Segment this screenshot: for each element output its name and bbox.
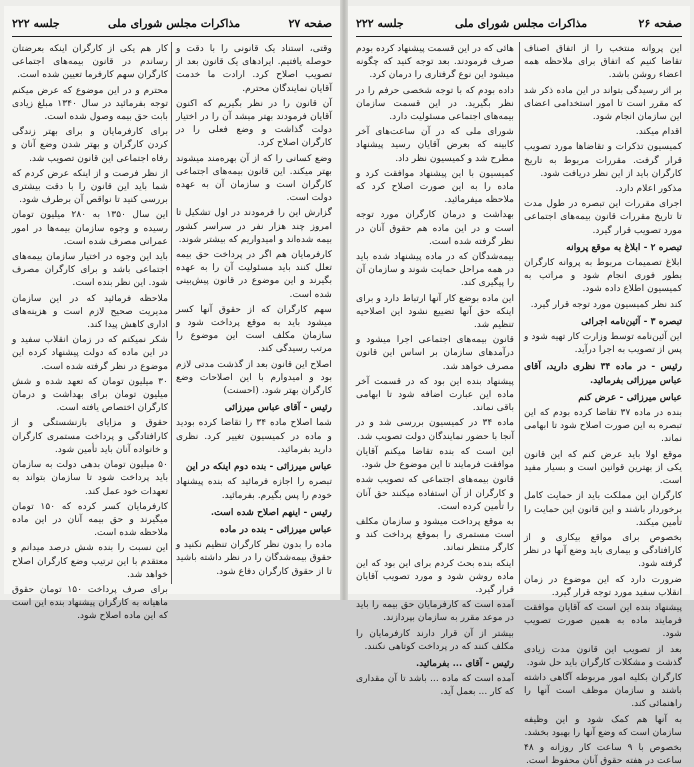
left-column-divider <box>171 42 172 584</box>
paragraph: شورای ملی که در آن ساعت‌های آخر کابینه که بعرض آقایان رسید پیشنهاد مطرح شد و کمیسیون نظر داد. <box>356 126 514 164</box>
paragraph: هائی که در این قسمت پیشنهاد کرده بودم صرف فرمودند. بعد توجه کنید که چگونه میشود این نوع گرفتاری را درمان کرد. <box>355 43 514 81</box>
paragraph: موقع اولا باید عرض کنم که این قانون یکی از بهترین قوانین است و بسیار مفید است. <box>524 448 682 487</box>
left-page-column-right <box>176 42 332 588</box>
left-header-rule <box>12 36 332 37</box>
paragraph: پیشنهاد بنده این است که آقایان موافقت فرمایند ماده به همین صورت تصویب شود. <box>524 601 682 640</box>
paragraph: آن قانون را در نظر بگیریم که اکنون آقایان فرمودند بهتر میشد آن را در اختیار دولت گذاشت و وضع فعلی را در کارگران اصلاح کرد. <box>176 97 332 149</box>
paragraph: کارگران این مملکت باید از حمایت کامل برخوردار باشند و این قانون این حمایت را تأمین میکند. <box>524 490 682 528</box>
paragraph: تبصره را اجازه فرمائید که بنده پیشنهاد خودم را پس بگیرم. بفرمائید. <box>176 476 332 501</box>
paragraph: آمده است که ماده ... باشد تا آن مقداری که کار ... بعمل آید. <box>356 673 514 698</box>
speaker-heading: رئیس - اینهم اصلاح شده است. <box>210 506 332 518</box>
paragraph: ماده را بدون نظر کارگران تنظیم نکنید و حقوق بیمه‌شدگان را در نظر داشته باشید تا از حقوق کارگران دفاع شود. <box>176 539 332 577</box>
speaker-heading: تبصره ۳ - آئین‌نامه اجرائی <box>581 315 682 327</box>
paragraph: حقوق و مزایای بازنشستگی و از کارافتادگی و پرداخت مستمری کارگران و خانواده آنان باید تأمین شود. <box>12 417 168 455</box>
right-page-header <box>356 12 682 34</box>
paragraph: بخصوص برای مواقع بیکاری و از کارافتادگی و بیماری باید وضع آنها در نظر گرفته شود. <box>524 531 682 570</box>
paragraph: این ماده بوضع کار آنها ارتباط دارد و برای اینکه حق آنها تضییع نشود این اصلاحیه تنظیم شد. <box>356 292 514 331</box>
paragraph: اجرای مقررات این تبصره در طول مدت تا تاریخ مقررات قانون بیمه‌های اجتماعی مورد تصویب قرار گیرد. <box>524 198 682 236</box>
paragraph: بنده در ماده ۳۷ تقاضا کرده بودم که این تبصره به این صورت اصلاح شود تا ابهامی نماند. <box>524 407 682 445</box>
paragraph: کارفرمایان کسر کرده که ۱۵۰ تومان میگیرند و حق بیمه آنان در این ماده ملاحظه شده است. <box>12 500 168 539</box>
paragraph: این پروانه منتخب را از اتفاق اصناف تقاضا کنیم که اتفاق برای ملاحظه همه اعضاء روشن باشد. <box>524 43 682 81</box>
paragraph: کارفرمایان هم اگر در پرداخت حق بیمه تعلل کنند باید مسئولیت آن را به عهده بگیرند و این موضوع در قانون پیش‌بینی شده است. <box>176 249 332 300</box>
left-page-column-left <box>12 42 168 622</box>
left-page-title: مذاکرات مجلس شورای ملی <box>107 16 241 30</box>
paragraph: این آئین‌نامه توسط وزارت کار تهیه شود و پس از تصویب به اجرا درآید. <box>524 331 682 356</box>
paragraph: کمیسیون با این پیشنهاد موافقت کرد و ماده را به این صورت اصلاح کرد که ملاحظه میفرمائید. <box>356 167 514 206</box>
paragraph: این است که بنده تقاضا میکنم آقایان موافقت فرمایند تا این موضوع حل شود. <box>356 445 514 471</box>
paragraph: اقدام میکند. <box>635 126 682 138</box>
paragraph: داده بودم که با توجه شخصی حرفم را در نظر بگیرید. در این قسمت سازمان بیمه‌های اجتماعی مسئولیت دارد. <box>356 84 514 123</box>
paragraph: کمیسیون تذکرات و تقاضاها مورد تصویب قرار گرفت. مقررات مربوط به تاریخ کارگران باید از این نظر دریافت شود. <box>524 141 682 179</box>
right-page <box>348 6 690 767</box>
speaker-heading: رئیس - آقای ... بفرمائید. <box>416 657 514 669</box>
paragraph: برای کارفرمایان و برای بهتر زندگی کردن کارگران و بهتر شدن وضع آنان و رفاه اجتماعی این قانون تصویب شد. <box>12 126 168 164</box>
book-gutter <box>340 0 348 600</box>
paragraph: این سال ۱۳۵۰ به ۲۸۰ میلیون تومان رسیده و وجوه سازمان بیمه‌ها در امور عمرانی مصرف شده است. <box>12 209 168 247</box>
paragraph: بعد از تصویب این قانون مدت زیادی گذشت و مشکلات کارگران باید حل شود. <box>524 643 682 668</box>
speaker-heading: عباس میرزائی - بنده دوم اینکه در این <box>185 461 332 473</box>
paragraph: مذکور اعلام دارد. <box>615 183 682 195</box>
paragraph: ملاحظه فرمائید که در این سازمان مدیریت صحیح لازم است و هزینه‌های اداری کاهش پیدا کند. <box>12 292 168 331</box>
paragraph: شکر نمیکنم که در زمان انقلاب سفید و در این ماده که دولت پیشنهاد کرده این موضوع در نظر گرفته شده است. <box>12 334 168 372</box>
paragraph: گزارش این را فرمودند در اول تشکیل تا امروز چند هزار نفر در سراسر کشور بیمه شده‌اند و امیدواریم که بیشتر شوند. <box>176 207 332 245</box>
paragraph: ابلاغ تصمیمات مربوط به پروانه کارگران بطور فوری انجام شود و مراتب به کمیسیون اطلاع داده شود. <box>524 257 682 295</box>
speaker-heading: رئیس - در ماده ۳۴ نظری دارید، آقای عباس میرزائی بفرمائید. <box>524 361 682 386</box>
right-page-number: صفحه ۲۶ <box>638 16 682 30</box>
paragraph: شما اصلاح ماده ۳۴ را تقاضا کرده بودید و ماده در کمیسیون تغییر کرد. نظری دارید بفرمائید. <box>176 417 332 455</box>
paragraph: بهداشت و درمان کارگران مورد توجه است و در این ماده هم حقوق آنان در نظر گرفته شده است. <box>356 209 514 247</box>
paragraph: ماده ۳۴ در کمیسیون بررسی شد و در آنجا با حضور نمایندگان دولت تصویب شد. <box>356 417 515 442</box>
paragraph: اینکه بنده بحث کردم برای این بود که این ماده روشن شود و مورد تصویب آقایان قرار گیرد. <box>356 557 514 595</box>
paragraph: باید این وجوه در اختیار سازمان بیمه‌های اجتماعی باشد و برای کارگران مصرف شود. این نظر بنده است. <box>12 251 168 289</box>
left-session-label: جلسه ۲۲۲ <box>11 16 60 30</box>
left-page-header <box>12 12 332 34</box>
paragraph: پیشنهاد بنده این بود که در قسمت آخر ماده این عبارت اضافه شود تا ابهامی باقی نماند. <box>356 375 514 414</box>
speaker-heading: عباس میرزائی - عرض کنم <box>578 391 682 403</box>
paragraph: بر اثر رسیدگی بتواند در این ماده ذکر شد که مقرر است تا امور استخدامی اعضای این سازمان انجام شود. <box>524 84 682 123</box>
paragraph: کند نظر کمیسیون مورد توجه قرار گیرد. <box>530 298 682 310</box>
paragraph: کارگران بکلیه امور مربوطه آگاهی داشته باشند و سازمان موظف است آنها را راهنمائی کند. <box>524 671 682 710</box>
speaker-heading: رئیس - آقای عباس میرزائی <box>224 402 332 414</box>
paragraph: اصلاح این قانون بعد از گذشت مدتی لازم بود و امیدوارم با این اصلاحات وضع کارگران بهتر شود. (احسنت) <box>176 358 332 397</box>
paragraph: قانون بیمه‌های اجتماعی که تصویب شده و کارگران از آن استفاده میکنند حق آنان را تأمین کرده است. <box>356 474 514 512</box>
paragraph: محترم و در این موضوع که عرض میکنم توجه بفرمائید در سال ۱۳۴۰ مبلغ زیادی بابت حق بیمه وصول شده است. <box>12 84 168 123</box>
paragraph: سهم کارگران که از حقوق آنها کسر میشود باید به موقع پرداخت شود و سازمان مکلف است این موضوع را مرتب رسیدگی کند. <box>176 303 332 355</box>
paragraph: به موقع پرداخت میشود و سازمان مکلف است مستمری را بموقع پرداخت کند و کارگر منتظر نماند. <box>356 515 514 554</box>
paragraph: برای صرف پرداخت ۱۵۰ تومان حقوق ماهیانه به کارگران پیشنهاد بنده این است که این ماده اصلاح شود. <box>12 583 168 622</box>
paragraph: وقتی، استناد یک قانونی را با دقت و حوصله یافتیم. ایرادهای یک قانون بعد از تصویب اصلاح کرد. ارادت ما خدمت آقایان نمایندگان محترم. <box>176 43 332 94</box>
paragraph: از نظر فرصت و از اینکه عرض کردم که شما باید این قانون را با دقت بیشتری بررسی کنید تا نواقص آن برطرف شود. <box>12 167 168 206</box>
paragraph: ۳۰ میلیون تومان که تعهد شده و شش میلیون تومان برای بهداشت و درمان کارگران اختصاص یافته است. <box>12 375 168 414</box>
paragraph: کار هم یکی از کارگران اینکه بعرضتان رساندم در قانون بیمه‌های اجتماعی کارگران سهم کارفرما تعیین شده است. <box>12 43 168 81</box>
speaker-heading: عباس میرزائی - بنده در ماده <box>219 523 332 535</box>
paragraph: بخصوص با ۹ ساعت کار روزانه و ۴۸ ساعت در هفته حقوق آنان محفوظ است. <box>524 741 682 767</box>
paragraph: آمده است که کارفرمایان حق بیمه را باید در موعد مقرر به سازمان بپردازند. <box>356 599 514 624</box>
right-column-divider <box>519 42 520 584</box>
paragraph: قانون بیمه‌های اجتماعی اجرا میشود و درآمدهای سازمان بر اساس این قانون مصرف خواهد شد. <box>356 334 514 372</box>
paragraph: بیمه‌شدگان که در ماده پیشنهاد شده باید در همه مراحل حمایت شوند و سازمان آن را پیگیری کند. <box>356 251 514 289</box>
paragraph: ضرورت دارد که این موضوع در زمان انقلاب سفید مورد توجه قرار گیرد. <box>524 573 682 598</box>
paragraph: به آنها هم کمک شود و این وظیفه سازمان است که وضع آنها را بهبود بخشد. <box>524 713 682 738</box>
paragraph: ۵۰ میلیون تومان بدهی دولت به سازمان باید پرداخت شود تا سازمان بتواند به تعهدات خود عمل کند. <box>12 459 168 497</box>
right-session-label: جلسه ۲۲۲ <box>355 16 404 30</box>
paragraph: این نسبت را بنده شش درصد میدانم و معتقدم با این ترتیب وضع کارگران اصلاح خواهد شد. <box>12 542 168 580</box>
left-page <box>4 6 340 622</box>
paragraph: وضع کسانی را که از آن بهره‌مند میشوند بهتر میکند. این قانون بیمه‌های اجتماعی کارگران است و سازمان آن به عهده دولت است. <box>176 152 332 204</box>
left-page-number: صفحه ۲۷ <box>288 16 332 30</box>
right-page-title: مذاکرات مجلس شورای ملی <box>454 16 588 30</box>
paragraph: بیشتر از آن قرار دارند کارفرمایان را مکلف کنند که در پرداخت کوتاهی نکنند. <box>356 627 514 652</box>
right-page-column-left <box>355 42 515 698</box>
right-page-column-right <box>524 42 682 767</box>
right-header-rule <box>356 36 682 37</box>
speaker-heading: تبصره ۲ - ابلاغ به موقع پروانه <box>566 241 682 253</box>
